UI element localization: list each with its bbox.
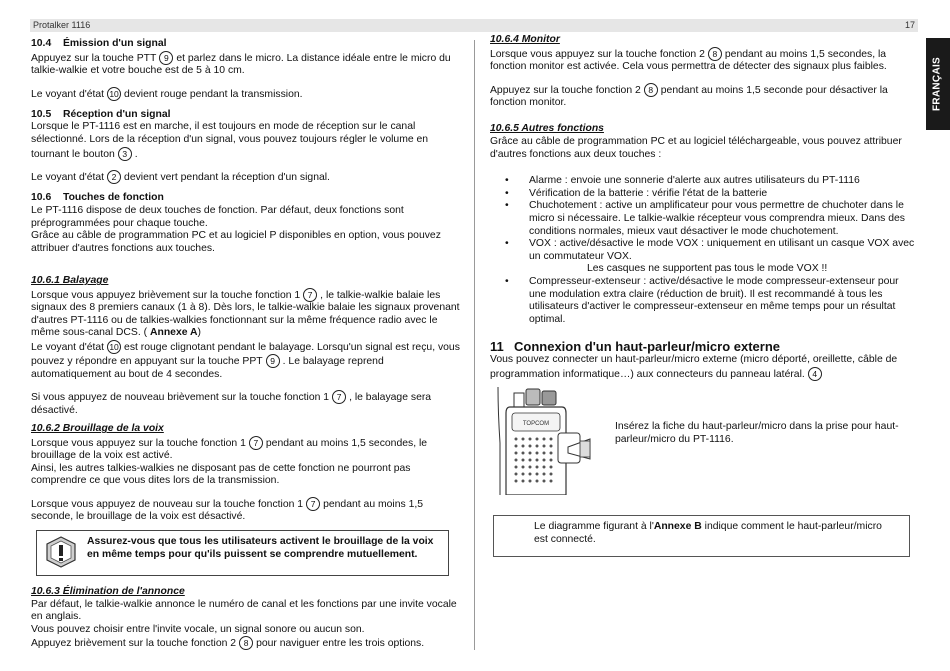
list-item: • Chuchotement : active un amplificateur pour vous permettre de chuchoter dans le micro si nécessaire. Le talkie-walkie récepteur vous comprendra mieux. Dans des conditions normales, mieux vaut désactiver le mode chuchotement. bbox=[529, 200, 918, 238]
warning-box bbox=[36, 530, 449, 576]
list-item: • Vérification de la batterie : vérifie l'état de la batterie bbox=[529, 188, 918, 201]
section-10-6-3-para3: Appuyez brièvement sur la touche fonction 2 8 pour naviguer entre les trois options. bbox=[31, 638, 425, 650]
section-11-heading: 11 Connexion d'un haut-parleur/micro externe bbox=[490, 339, 781, 355]
section-10-6-3-heading: 10.6.3 Élimination de l'annonce bbox=[31, 585, 185, 597]
section-10-6-2-para1: Lorsque vous appuyez sur la touche fonction 1 7 pendant au moins 1,5 secondes, le brouillage de la voix est activé. bbox=[31, 437, 428, 462]
list-item: • Alarme : envoie une sonnerie d'alerte aux autres utilisateurs du PT-1116 bbox=[529, 175, 918, 188]
section-10-6-4-para1: Lorsque vous appuyez sur la touche fonction 2 8 pendant au moins 1,5 secondes, la fonction monitor est activée. Cela vous permettra de détecter des signaux plus faibles. bbox=[490, 48, 887, 72]
page-header bbox=[30, 19, 918, 32]
callout-circle: 7 bbox=[306, 497, 320, 511]
section-10-6-4-para2: Appuyez sur la touche fonction 2 8 pendant au moins 1,5 seconde pour désactiver la fonction monitor. bbox=[490, 84, 888, 108]
section-10-6-3-para1: Par défaut, le talkie-walkie annonce le numéro de canal et les fonctions par une invite vocale en anglais. bbox=[31, 598, 457, 623]
list-item: • Compresseur-extenseur : active/désactive le mode compresseur-extenseur pour une modulation extra claire (réduction de bruit). Il est recommandé à tous les utilisateurs d'activer le compresseur-extenseur en même temps pour un résultat optimal. bbox=[529, 276, 918, 326]
function-list-cont bbox=[490, 276, 918, 326]
radio-illustration bbox=[496, 383, 596, 495]
warning-icon bbox=[44, 535, 78, 569]
section-10-6-3-para2: Vous pouvez choisir entre l'invite vocale, un signal sonore ou aucun son. bbox=[31, 623, 365, 635]
section-10-5-para1: Lorsque le PT-1116 est en marche, il est toujours en mode de réception sur le canal sélectionné. Lors de la réception d'un signal, vous pouvez toujours régler le volume en tournant le bouton 3 . bbox=[31, 121, 429, 160]
language-tab bbox=[926, 38, 950, 130]
right-column bbox=[490, 34, 918, 557]
section-10-4-para1: Appuyez sur la touche PTT 9 et parlez dans le micro. La distance idéale entre le micro du talkie-walkie et votre bouche est de 5 à 10 cm. bbox=[31, 52, 451, 76]
callout-circle: 7 bbox=[332, 390, 346, 404]
callout-circle: 10 bbox=[107, 87, 121, 101]
function-list bbox=[490, 175, 918, 263]
column-divider bbox=[474, 40, 475, 650]
callout-circle: 8 bbox=[239, 636, 253, 650]
section-10-6-1-para2: Le voyant d'état 10 est rouge clignotant pendant le balayage. Lorsqu'un signal est reçu, vous pouvez y répondre en appuyant sur la touche PPT 9 . Le balayage reprend automatiquement au bout de 4 secondes. bbox=[31, 341, 460, 380]
section-10-6-para2: Grâce au câble de programmation PC et au logiciel P disponibles en option, vous pouvez attribuer d'autres fonctions aux touches. bbox=[31, 230, 441, 254]
callout-circle: 9 bbox=[159, 51, 173, 65]
language-tab-label: FRANÇAIS bbox=[931, 56, 943, 112]
section-10-6-1-para3: Si vous appuyez de nouveau brièvement sur la touche fonction 1 7 , le balayage sera désactivé. bbox=[31, 392, 432, 416]
callout-circle: 8 bbox=[708, 47, 722, 61]
callout-circle: 4 bbox=[808, 367, 822, 381]
warning-text: Assurez-vous que tous les utilisateurs activent le brouillage de la voix en même temps pour qu'ils puissent se comprendre mutuellement. bbox=[87, 535, 434, 560]
callout-circle: 8 bbox=[644, 83, 658, 97]
section-10-6-1-heading: 10.6.1 Balayage bbox=[31, 275, 109, 287]
section-10-6-heading: 10.6 Touches de fonction bbox=[31, 192, 164, 204]
callout-circle: 10 bbox=[107, 340, 121, 354]
callout-circle: 2 bbox=[107, 170, 121, 184]
section-10-6-2-para2: Ainsi, les autres talkies-walkies ne disposant pas de cette fonction ne pourront pas comprendre ce que vous dites lors de la transmission. bbox=[31, 462, 411, 487]
callout-circle: 7 bbox=[303, 288, 317, 302]
radio-illustration-area bbox=[490, 381, 918, 499]
radio-brand-label: TOPCOM bbox=[522, 421, 550, 428]
header-title: Protalker 1116 bbox=[33, 20, 91, 30]
callout-circle: 9 bbox=[266, 354, 280, 368]
section-10-6-para1: Le PT-1116 dispose de deux touches de fonction. Par défaut, deux fonctions sont préprogrammées pour chaque touche. bbox=[31, 204, 404, 229]
section-10-5-para2: Le voyant d'état 2 devient vert pendant la réception d'un signal. bbox=[31, 171, 330, 183]
annex-note-text: Le diagramme figurant à l'Annexe B indique comment le haut-parleur/micro est connecté. bbox=[534, 521, 882, 545]
vox-note: Les casques ne supportent pas tous le mode VOX !! bbox=[587, 263, 828, 275]
section-10-4-para2: Le voyant d'état 10 devient rouge pendant la transmission. bbox=[31, 88, 303, 100]
left-column bbox=[31, 34, 461, 651]
section-10-6-2-para3: Lorsque vous appuyez de nouveau sur la touche fonction 1 7 pendant au moins 1,5 seconde, le brouillage de la voix est désactivé. bbox=[31, 498, 424, 523]
section-11-para1: Vous pouvez connecter un haut-parleur/micro externe (micro déporté, oreillette, câble de programmation informatique…) aux connecteurs du panneau latéral. 4 bbox=[490, 354, 898, 380]
callout-circle: 7 bbox=[249, 436, 263, 450]
section-10-6-4-heading: 10.6.4 Monitor bbox=[490, 34, 560, 45]
callout-circle: 3 bbox=[118, 147, 132, 161]
section-10-5-heading: 10.5 Réception d'un signal bbox=[31, 108, 171, 120]
page-number: 17 bbox=[904, 20, 915, 30]
section-10-6-1-para1: Lorsque vous appuyez brièvement sur la touche fonction 1 7 , le talkie-walkie balaie les signaux des 8 premiers canaux (1 à 8). Dès lors, le talkie-walkie balaie les signaux provenant d'autres PT-1116 ou de talkies-walkies fonctionnant sur la même fréquence radio avec le même sous-canal DCS. ( Annexe A) bbox=[31, 289, 460, 339]
list-item: • VOX : active/désactive le mode VOX : uniquement en utilisant un casque VOX avec un commutateur VOX. bbox=[529, 238, 918, 263]
section-10-4-heading: 10.4 Émission d'un signal bbox=[31, 38, 167, 49]
section-10-6-5-heading: 10.6.5 Autres fonctions bbox=[490, 123, 604, 135]
section-10-6-2-heading: 10.6.2 Brouillage de la voix bbox=[31, 423, 164, 435]
section-10-6-5-para1: Grâce au câble de programmation PC et au logiciel téléchargeable, vous pouvez attribuer d'autres fonctions aux deux touches : bbox=[490, 136, 902, 160]
annex-note-box bbox=[493, 515, 910, 557]
radio-caption: Insérez la fiche du haut-parleur/micro dans la prise pour haut-parleur/micro du PT-1116. bbox=[615, 421, 899, 445]
